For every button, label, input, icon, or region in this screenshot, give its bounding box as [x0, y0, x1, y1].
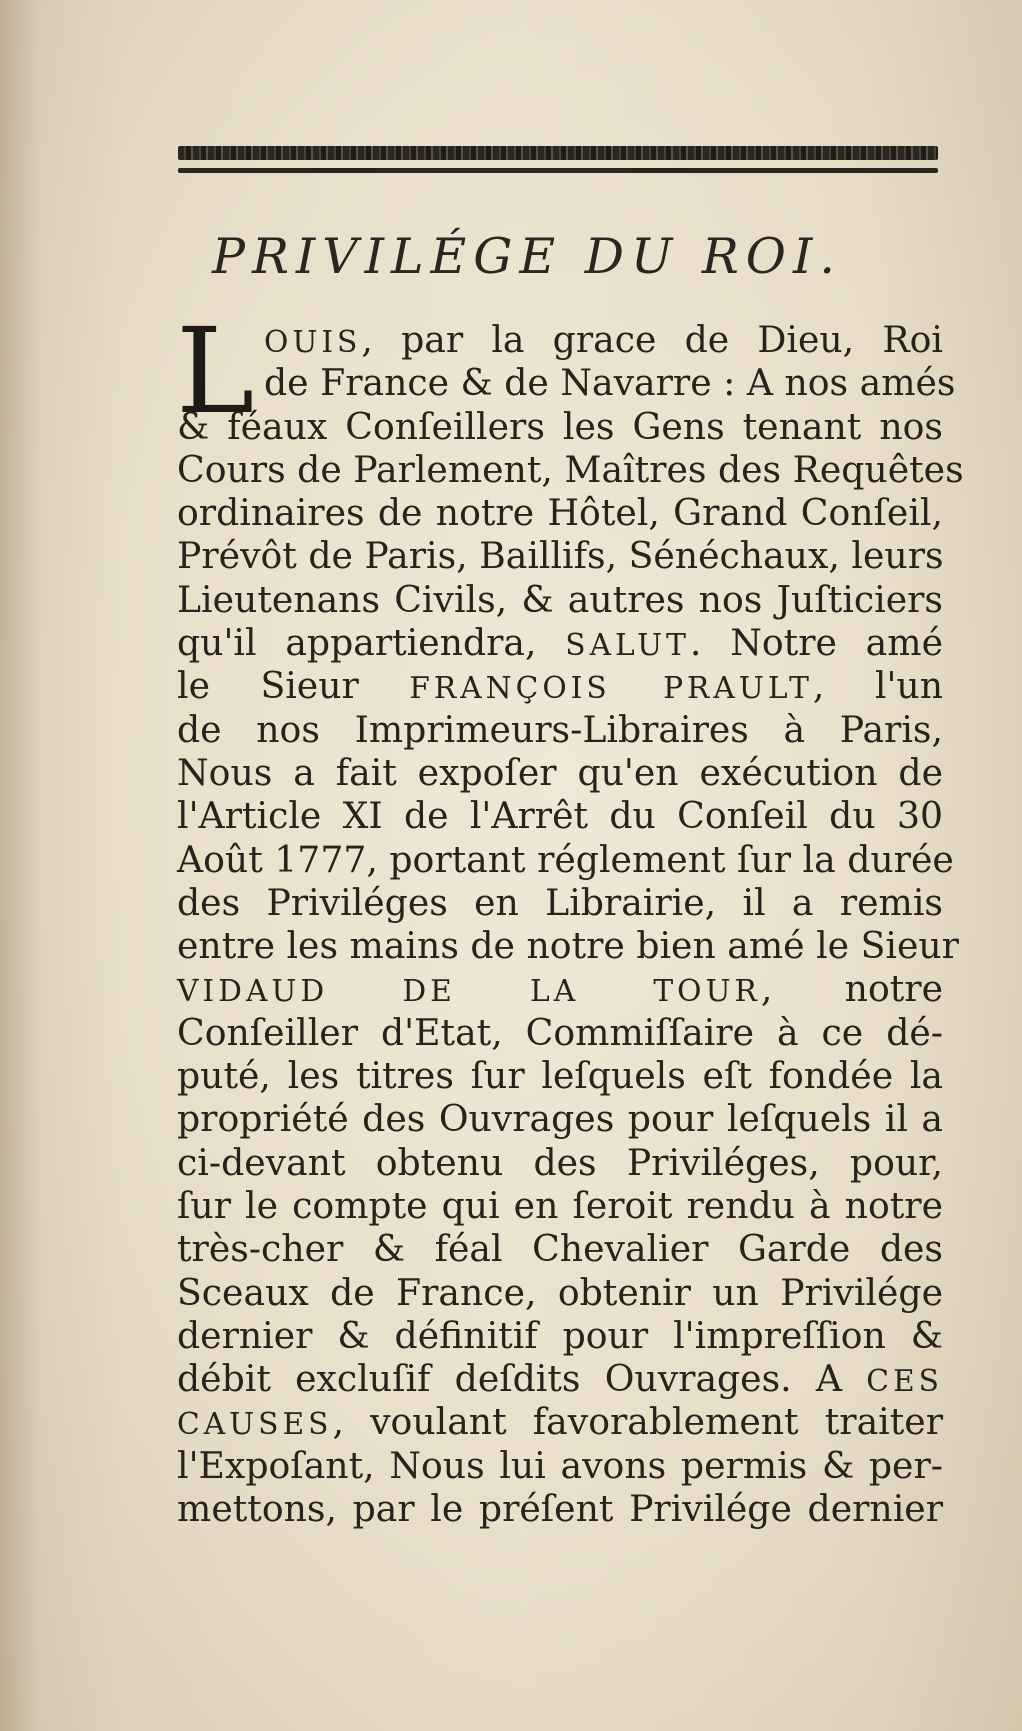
text-segment: propriété des Ouvrages pour leſquels il a — [177, 1097, 943, 1141]
text-line — [177, 1011, 943, 1054]
text-line — [177, 534, 943, 577]
text-segment: le Sieur — [177, 664, 410, 708]
text-line — [177, 794, 943, 837]
text-line — [177, 1400, 943, 1443]
text-line — [177, 1271, 943, 1314]
text-segment: Lieutenans Civils, & autres nos Juſticiers — [177, 577, 943, 621]
text-line — [177, 578, 943, 621]
text-segment: . Notre amé — [689, 621, 943, 665]
text-segment: , par la grace de Dieu, Roi — [361, 318, 943, 361]
small-caps-word: CAUSES — [177, 1406, 333, 1442]
text-segment: Conſeiller d'Etat, Commiſſaire à ce dé- — [177, 1010, 943, 1054]
text-segment: qu'il appartiendra, — [177, 621, 566, 665]
text-line — [177, 1141, 943, 1184]
ornament-band — [178, 146, 938, 160]
body-text — [177, 318, 964, 1531]
text-segment: Nous a fait expoſer qu'en exécution de — [177, 750, 943, 794]
text-line — [177, 881, 943, 924]
text-segment: Cours de Parlement, Maîtres des Requêtes — [177, 447, 964, 491]
text-segment: débit excluſif deſdits Ouvrages. A — [177, 1357, 867, 1401]
text-segment: l'Article XI de l'Arrêt du Conſeil du 30 — [177, 794, 943, 838]
text-segment: Sceaux de France, obtenir un Privilége — [177, 1270, 943, 1314]
text-line — [177, 491, 943, 534]
page-title: PRIVILÉGE DU ROI. — [212, 228, 842, 285]
text-line — [177, 1487, 943, 1530]
text-line — [177, 1097, 943, 1140]
text-segment: très-cher & féal Chevalier Garde des — [177, 1227, 943, 1271]
text-segment: , notre — [760, 967, 943, 1011]
text-line — [177, 405, 943, 448]
text-segment: des Priviléges en Librairie, il a remis — [177, 880, 943, 924]
text-line — [177, 1054, 943, 1097]
text-segment: ci-devant obtenu des Priviléges, pour, — [177, 1140, 943, 1184]
text-line — [177, 924, 959, 968]
text-segment: Août 1777, portant réglement ſur la durée — [177, 837, 954, 881]
text-line — [177, 708, 943, 751]
text-line — [177, 1314, 943, 1357]
text-segment: entre les mains de notre bien amé le Sieur — [177, 924, 959, 968]
page-gutter-shadow — [0, 0, 40, 1731]
text-line — [177, 1357, 943, 1400]
text-segment: & féaux Conſeillers les Gens tenant nos — [177, 404, 943, 448]
text-segment: l'Expoſant, Nous lui avons permis & per- — [177, 1443, 943, 1487]
text-segment: ordinaires de notre Hôtel, Grand Conſeil, — [177, 491, 943, 535]
text-segment: dernier & définitif pour l'impreſſion & — [177, 1313, 943, 1357]
text-line — [177, 664, 943, 707]
small-caps-word: VIDAUD DE LA TOUR — [177, 973, 761, 1009]
header-ornament — [178, 146, 938, 180]
small-caps-word: FRANÇOIS PRAULT — [409, 670, 813, 706]
text-segment: ſur le compte qui en ſeroit rendu à notre — [177, 1183, 943, 1227]
text-line — [177, 837, 954, 881]
text-segment: puté, les titres ſur leſquels eſt fondée la — [177, 1054, 943, 1098]
drop-cap: L — [176, 302, 255, 440]
text-line — [177, 1184, 943, 1227]
text-line — [177, 751, 943, 794]
small-caps-word: CES — [866, 1363, 943, 1399]
text-line — [177, 447, 964, 491]
drop-cap-spacer — [177, 318, 943, 405]
text-segment: , l'un — [812, 664, 943, 708]
text-segment: Prévôt de Paris, Baillifs, Sénéchaux, leurs — [177, 534, 944, 578]
text-segment: mettons, par le préſent Privilége dernier — [177, 1487, 943, 1531]
text-segment: de nos Imprimeurs-Libraires à Paris, — [177, 707, 943, 751]
ornament-rule — [178, 168, 938, 173]
text-line — [177, 1444, 943, 1487]
text-line — [177, 967, 943, 1010]
small-caps-word: SALUT — [565, 627, 690, 663]
text-line — [177, 621, 943, 664]
text-segment: , voulant favorablement traiter — [332, 1400, 943, 1444]
text-segment: de France & de Navarre : A nos amés — [264, 361, 956, 405]
small-caps-word: OUIS — [264, 324, 362, 359]
text-line — [177, 1227, 943, 1270]
